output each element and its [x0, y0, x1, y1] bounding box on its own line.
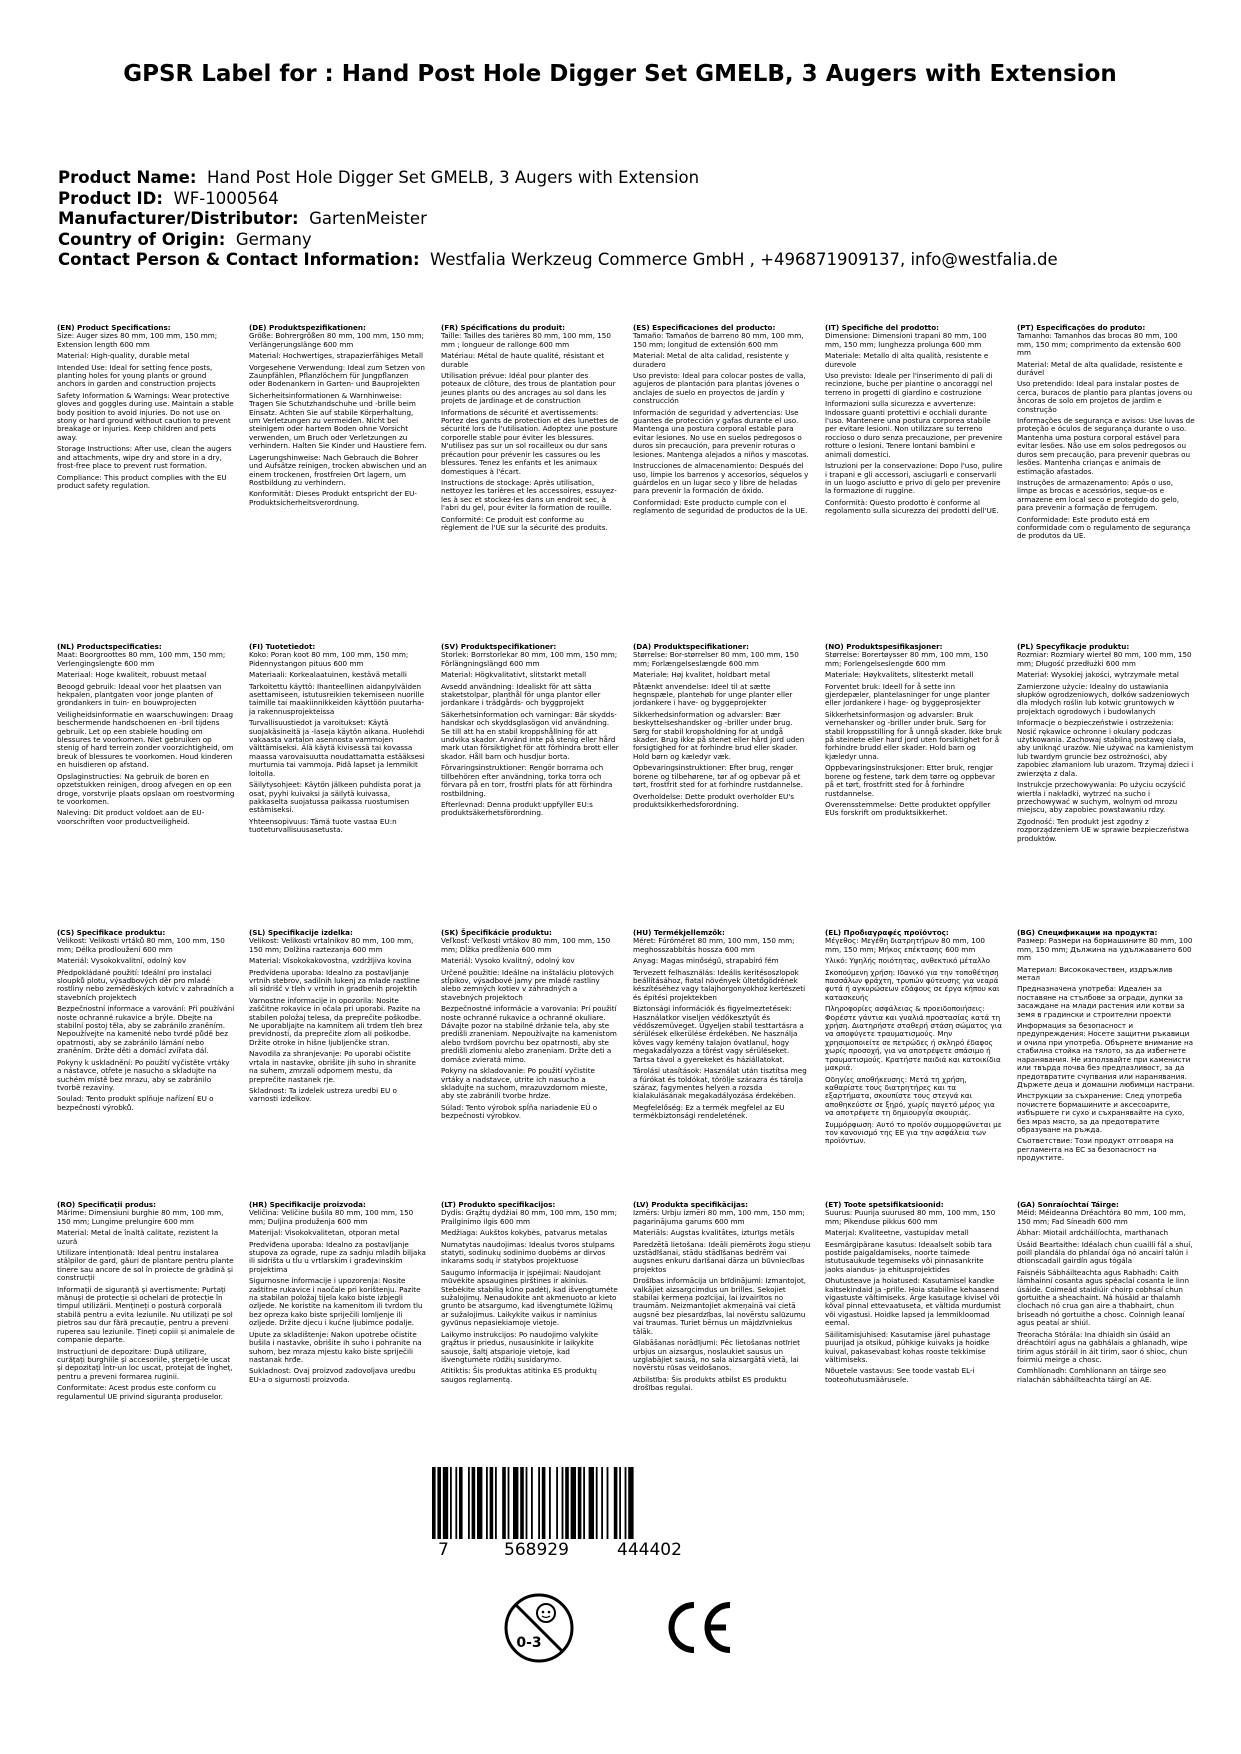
- spec-paragraph: Material: Hochwertiges, strapazierfähiges Metall: [249, 351, 423, 361]
- spec-block: [249, 324, 427, 510]
- spec-paragraph: Uso previsto: Ideal para colocar postes de valla, agujeros de plantación para plantas jóvenes o anclajes de suelo en proyectos de jardín y construcción: [633, 371, 806, 406]
- spec-block: [1017, 1201, 1195, 1387]
- spec-paragraph: Paredzētā lietošana: Ideāli piemērots žogu stieņu uzstādīšanai, stādu stādīšanas bedrēm vai augsnes enkuru darīšanai dārza un būvniecības projektos: [633, 1239, 811, 1274]
- spec-paragraph: Conformidade: Este produto está em conformidade com o regulamento de segurança de produtos da UE.: [1017, 514, 1191, 541]
- spec-paragraph: Beoogd gebruik: Ideaal voor het plaatsen van hekpalen, plantgaten voor jonge planten of grondankers in tuin- en bouwprojecten: [57, 681, 222, 708]
- spec-heading: (SL) Specifikacije izdelka:: [249, 928, 353, 937]
- spec-paragraph: Πληροφορίες ασφάλειας & προειδοποιήσεις: Φορέστε γάντια και γυαλιά προστασίας κατά τη χρήση. Διατηρήστε σταθερή στάση σώματος για να αποφύγετε τραυματισμούς. Μην χρησιμοποιείτε σε πετρώδες ή σκληρό έδαφος χωρίς προσοχή, για να αποτρέψετε σπάσιμο ή τραυματισμούς. Κρατήστε παιδιά και κατοικίδια μακριά.: [825, 1004, 1002, 1073]
- spec-paragraph: Förvaringsinstruktioner: Rengör borrarna och tillbehören efter användning, torka torra och förvara på en torr, frostfri plats för att förhindra rostbildning.: [441, 763, 613, 798]
- spec-paragraph: Opslaginstructies: Na gebruik de boren en opzetstukken reinigen, droog afvegen en op een droge, vorstvrije plaats opslaan om roestvorming te voorkomen.: [57, 771, 235, 806]
- spec-paragraph: Informații de siguranță și avertismente: Purtați mănuși de protecție și ochelari de protecție în timpul utilizării. Mențineți o postură corporală stabilă pentru a evita leziunile. Nu utilizați pe sol pietros sau dur fără precauție, pentru a preveni ruperea sau leziunile. Țineți copiii și animalele de companie departe.: [57, 1284, 235, 1345]
- spec-paragraph: Instrukcje przechowywania: Po użyciu oczyścić wiertła i nakładki, wytrzeć na sucho i przechowywać w suchym, wolnym od mrozu miejscu, aby zapobiec powstawaniu rdzy.: [1017, 780, 1186, 815]
- origin-row: [58, 230, 1198, 251]
- spec-paragraph: Ábhar: Miotail ardcháilíochta, marthanach: [1017, 1228, 1169, 1238]
- spec-paragraph: Veľkosť: Veľkosti vrtákov 80 mm, 100 mm, 150 mm; Dĺžka predĺženia 600 mm: [441, 936, 611, 954]
- spec-paragraph: Safety Information & Warnings: Wear protective gloves and goggles during use. Maintain a stable body position to avoid injuries. Do not use on stony or hard ground without caution to prevent breakage or injuries. Keep children and pets away.: [57, 390, 234, 442]
- spec-paragraph: Glabāšanas norādījumi: Pēc lietošanas notīriet urbjus un aizsargus, noslaukiet sausus un uzglabājiet sausā, no sala aizsargātā vietā, lai novērstu rūsas veidošanos.: [633, 1338, 800, 1373]
- product-id-value: WF-1000564: [173, 188, 279, 208]
- spec-paragraph: Instructions de stockage: Après utilisation, nettoyez les tarières et les accessoires, essuyez-les à sec et stockez-les dans un endroit sec, à l'abri du gel, pour éviter la formation de rouille.: [441, 477, 617, 513]
- spec-paragraph: Uso previsto: Ideale per l'inserimento di pali di recinzione, buche per piantine o ancoraggi nel terreno in progetti di giardino e costruzione: [825, 371, 993, 397]
- spec-block: [633, 929, 811, 1124]
- spec-paragraph: Maat: Boorgroottes 80 mm, 100 mm, 150 mm; Verlengingslengte 600 mm: [57, 650, 226, 668]
- product-id-label: Product ID:: [58, 188, 163, 208]
- spec-paragraph: Opbevaringsinstruktioner: Efter brug, rengør borene og tilbehørene, tør af og opbevar på et tørt, frostfrit sted for at forhindre rustdannelse.: [633, 763, 803, 790]
- spec-paragraph: Eesmärgipärane kasutus: Ideaalselt sobib tara postide paigaldamiseks, noorte taimede istutusaukude tegemiseks või pinnasankrite jaoks aiandus- ja ehitusprojektides: [825, 1239, 992, 1274]
- spec-paragraph: Pokyny k uskladnění: Po použití vyčistěte vrtáky a nástavce, otřete je nasucho a skladujte na suchém místě bez mrazu, aby se zabránilo tvorbě rezaviny.: [57, 1057, 230, 1092]
- spec-paragraph: Určené použitie: Ideálne na inštaláciu plotových stĺpikov, výsadbové jamy pre mladé rastliny alebo zemných kotiev v záhradných a stavebných projektoch: [441, 967, 614, 1002]
- spec-paragraph: Intended Use: Ideal for setting fence posts, planting holes for young plants or ground anchors in garden and construction projects: [57, 362, 216, 389]
- spec-paragraph: Nõuetele vastavus: See toode vastab EL-i tooteohutusmäärusele.: [825, 1366, 975, 1384]
- spec-paragraph: Utilisation prévue: Idéal pour planter des poteaux de clôture, des trous de plantation pour jeunes plants ou des ancrages au sol dans les projets de jardinage et de construction: [441, 371, 616, 406]
- spec-paragraph: Predviđena uporaba: Idealno za postavljanje stupova za ograde, rupe za sadnju mladih biljaka ili sidrišta u tlu u vrtlarskim i građevinskim projektima: [249, 1239, 426, 1274]
- spec-paragraph: Megfelelőség: Ez a termék megfelel az EU termékbiztonsági rendeletének.: [633, 1102, 785, 1121]
- spec-block: [1017, 324, 1195, 544]
- spec-paragraph: Materijal: Visokokvalitetan, otporan metal: [249, 1228, 400, 1238]
- barcode-bar: [490, 1467, 494, 1539]
- spec-paragraph: Conformitate: Acest produs este conform cu regulamentul UE privind siguranța produselor.: [57, 1383, 223, 1401]
- barcode-bar: [437, 1467, 441, 1539]
- spec-paragraph: Material: Metal de alta calidad, resistente y duradero: [633, 351, 789, 369]
- barcode-bar: [628, 1467, 633, 1539]
- spec-paragraph: Informações de segurança e avisos: Use luvas de proteção e óculos de segurança durante o uso. Mantenha uma postura corporal estável para evitar lesões. Não use em solos pedregosos ou duros sem precaução, para prevenir quebras ou lesões. Mantenha crianças e animais de estimação afastados.: [1017, 416, 1195, 476]
- barcode-bar: [459, 1467, 463, 1539]
- spec-paragraph: Материал: Висококачествен, издръжлив метал: [1017, 964, 1173, 983]
- spec-paragraph: Storlek: Borrstorlekar 80 mm, 100 mm, 150 mm; Förlängningslängd 600 mm: [441, 650, 618, 668]
- barcode-bar: [596, 1467, 598, 1539]
- spec-block: [57, 1201, 235, 1404]
- barcode-bar: [607, 1467, 609, 1539]
- barcode-digits-right: 444402: [617, 1540, 682, 1560]
- spec-paragraph: Drošības informācija un brīdinājumi: Izmantojot, valkājiet aizsargcimdus un brilles. Sekojiet stabilai ķermeņa pozīcijai, lai izvairītos no traumām. Neizmantojiet akmeņainā vai cietā augsnē bez piesardzības, lai novērstu salūzumu vai traumas. Turiet bērnus un mājdzīvniekus tālāk.: [633, 1276, 807, 1336]
- spec-paragraph: Treoracha Stórála: Ina dhiaidh sin úsáid an dréachtóirí agus na gabhálais a ghlanadh, wipe tirim agus stóráil in áit tirim, saor ó shioc, chun foirmiú meirge a chosc.: [1017, 1329, 1188, 1364]
- barcode-bar: [502, 1467, 506, 1539]
- spec-paragraph: Tamaño: Tamaños de barreno 80 mm, 100 mm, 150 mm; longitud de extensión 600 mm: [633, 331, 804, 349]
- barcode-bar: [531, 1467, 533, 1539]
- spec-paragraph: Materiale: Metallo di alta qualità, resistente e durevole: [825, 351, 989, 369]
- product-name-label: Product Name:: [58, 168, 197, 187]
- spec-paragraph: Oppbevaringsinstruksjoner: Etter bruk, rengjør borene og festene, tørk dem tørre og oppbevar på et tørt, frostfritt sted for å forhindre rustdannelse.: [825, 763, 995, 798]
- spec-paragraph: Material: Visokokakovostna, vzdržljiva kovina: [249, 956, 412, 966]
- spec-paragraph: Dimensione: Dimensioni trapani 80 mm, 100 mm, 150 mm; lunghezza prolunga 600 mm: [825, 331, 987, 349]
- spec-paragraph: Size: Auger sizes 80 mm, 100 mm, 150 mm; Extension length 600 mm: [57, 331, 218, 349]
- spec-paragraph: Skladnost: Ta izdelek ustreza uredbi EU o varnosti izdelkov.: [249, 1085, 397, 1104]
- product-id-row: [58, 189, 1198, 210]
- spec-paragraph: Předpokládané použití: Ideální pro instalaci sloupků plotu, výsadbových děr pro mladé rostliny nebo zeměděských kotvíc v zahradních a stavebních projektech: [57, 967, 234, 1002]
- spec-paragraph: Pokyny na skladovanie: Po použití vyčistite vrtáky a nadstavce, utrite ich nasucho a skladujte na suchom, mrazuvzdornom mieste, aby ste zabránili tvorbe hrdze.: [441, 1066, 608, 1101]
- spec-paragraph: Instrucțiuni de depozitare: După utilizare, curățați burghiile și accesoriile, ștergeți-le uscat și depozitați într-un loc uscat, protejat de îngheț, pentru a preveni formarea ruginii.: [57, 1346, 233, 1381]
- barcode-bar: [538, 1467, 540, 1539]
- spec-block: [441, 1201, 619, 1387]
- spec-paragraph: Materiaali: Korkealaatuinen, kestävä metalli: [249, 670, 407, 680]
- spec-paragraph: Súlad: Tento výrobok spĺňa nariadenie EÚ o bezpečnosti výrobkov.: [441, 1102, 598, 1121]
- manufacturer-value: GartenMeister: [309, 209, 427, 228]
- spec-heading: (GA) Sonraíochtaí Táirge:: [1017, 1200, 1119, 1209]
- barcode-bar: [562, 1467, 564, 1539]
- spec-paragraph: Säilytysohjeet: Käytön jälkeen puhdista porat ja osat, pyyhi kuivaksi ja säilytä kuivassa, pakkaselta suojatussa paikassa ruostumisen estämiseksi.: [249, 780, 421, 815]
- spec-heading: (HU) Termékjellemzők:: [633, 928, 725, 937]
- spec-heading: (PT) Especificações do produto:: [1017, 323, 1146, 332]
- spec-block: [633, 1201, 811, 1396]
- spec-block: [633, 324, 811, 519]
- spec-paragraph: Faisnéis Sábháilteachta agus Rabhadh: Caith lámhainní cosanta agus spéaclaí cosanta le linn úsáide. Coimeád staidiúir choirp cobhsaí chun gortuithe a sheachaint. Ná húsáid ar thalamh clochach nó crua gan aire a thabhairt, chun briseadh nó gortuithe a chosc. Coinnigh leanaí agus peataí ar shiúl.: [1017, 1267, 1190, 1328]
- barcode-bar: [513, 1467, 518, 1539]
- spec-paragraph: Numatytas naudojimas: Idealus tvoros stulpams statyti, sodinukų sodinimo duobėms ar dirvos inkarams sodų ir statybos projektuose: [441, 1239, 615, 1266]
- spec-paragraph: Tarkoitettu käyttö: Ihanteellinen aidanpylväiden asettamiseen, istutusreikien tekemiseen nuorille taimille tai maakiinnikkeiden käyttöön puutarha- ja rakennusprojekteissa: [249, 681, 425, 716]
- spec-heading: (CS) Specifikace produktu:: [57, 928, 166, 937]
- spec-paragraph: Sikkerhedsinformation og advarsler: Bær beskyttelseshandsker og -briller under brug. Sørg for stabil kropsholdning for at undgå skader. Brug ikke på stenet eller hård jord uden forsigtighed for at forhindre brud eller skader. Hold børn og kæledyr væk.: [633, 709, 805, 761]
- spec-block: [249, 643, 427, 838]
- spec-paragraph: Yhteensopivuus: Tämä tuote vastaa EU:n tuoteturvallisuusasetusta.: [249, 816, 397, 835]
- barcode-bar: [578, 1467, 582, 1539]
- spec-paragraph: Velikost: Velikosti vrtalnikov 80 mm, 100 mm, 150 mm; Dolžina raztezanja 600 mm: [249, 936, 414, 954]
- spec-paragraph: Materiał: Wysokiej jakości, wytrzymałe metal: [1017, 670, 1179, 680]
- spec-heading: (NL) Productspecificaties:: [57, 642, 162, 651]
- spec-heading: (DE) Produktspezifikationen:: [249, 323, 366, 332]
- spec-block: [825, 324, 1003, 519]
- page-title: GPSR Label for : Hand Post Hole Digger Set GMELB, 3 Augers with Extension: [123, 61, 1117, 87]
- spec-paragraph: Istruzioni per la conservazione: Dopo l'uso, pulire i trapani e gli accessori, asciugarli e conservarli in un luogo asciutto e privo di gelo per prevenire la formazione di ruggine.: [825, 461, 1003, 496]
- spec-paragraph: Информация за безопасност и предупреждения: Носете защитни ръкавици и очила при употреба. Обърнете внимание на стабилна стойка на тялото, за да избегнете наранявания. Не използвайте при каменисти или твърда почва без предпазливост, за да предотвратите счупвания или наранявания. Държете деца и домашни любимци настрани.: [1017, 1021, 1195, 1089]
- spec-heading: (LT) Produkto specifikacijos:: [441, 1200, 556, 1209]
- spec-block: [1017, 643, 1195, 846]
- spec-paragraph: Úsáid Beartaithe: Idéalach chun cuaillí fál a shuí, poill plandála do phlandaí óga nó ancairí talún i dtionscadail gairdín agus tógála: [1017, 1239, 1193, 1266]
- spec-paragraph: Υλικό: Υψηλής ποιότητας, ανθεκτικό μέταλλο: [825, 956, 991, 966]
- spec-paragraph: Naleving: Dit product voldoet aan de EU-voorschriften voor productveiligheid.: [57, 808, 205, 826]
- spec-block: [633, 643, 811, 812]
- spec-paragraph: Informacje o bezpieczeństwie i ostrzeżenia: Nosić rękawice ochronne i okulary podczas użytkowania. Zachowaj stabilną postawę ciała, aby uniknąć urazów. Nie używać na kamienistym lub twardym gruncie bez ostrożności, aby zapobiec złamaniom lub urazom. Trzymaj dzieci i zwierzęta z dala.: [1017, 718, 1194, 778]
- spec-heading: (ET) Toote spetsifikatsioonid:: [825, 1200, 944, 1209]
- spec-paragraph: Lagerungshinweise: Nach Gebrauch die Bohrer und Aufsätze reinigen, trocken abwischen und an einem trockenen, frostfreien Ort lagern, um Rostbildung zu verhindern.: [249, 452, 427, 487]
- barcode-bar: [589, 1467, 594, 1539]
- spec-paragraph: Größe: Bohrergrößen 80 mm, 100 mm, 150 mm; Verlängerungslänge 600 mm: [249, 331, 424, 349]
- spec-block: [825, 929, 1003, 1149]
- spec-paragraph: Veličina: Veličine bušila 80 mm, 100 mm, 150 mm; Duljina produženja 600 mm: [249, 1208, 414, 1226]
- spec-paragraph: Mărime: Dimensiuni burghie 80 mm, 100 mm, 150 mm; Lungime prelungire 600 mm: [57, 1208, 224, 1226]
- spec-paragraph: Sicherheitsinformationen & Warnhinweise: Tragen Sie Schutzhandschuhe und -brille beim Einsatz. Achten Sie auf stabile Körperhaltung, um Verletzungen zu vermeiden. Nicht bei steinigem oder hartem Boden ohne Vorsicht verwenden, um Bruch oder Verletzungen zu verhindern. Halten Sie Kinder und Haustiere fern.: [249, 390, 427, 451]
- spec-heading: (FR) Spécifications du produit:: [441, 323, 566, 332]
- age-warning-icon: [502, 1591, 576, 1665]
- spec-paragraph: Zgodność: Ten produkt jest zgodny z rozporządzeniem UE w sprawie bezpieczeństwa produktów.: [1017, 816, 1189, 843]
- product-name-value: Hand Post Hole Digger Set GMELB, 3 Augers with Extension: [206, 168, 700, 187]
- spec-paragraph: Material: Metal de alta qualidade, resistente e durável: [1017, 359, 1183, 378]
- spec-heading: (NO) Produktspesifikasjoner:: [825, 642, 943, 651]
- spec-paragraph: Comhlíonadh: Comhlíonann an táirge seo rialachán sábháilteachta táirgí an AE.: [1017, 1366, 1166, 1384]
- spec-heading: (FI) Tuotetiedot:: [249, 642, 316, 651]
- spec-paragraph: Forventet bruk: Ideell for å sette inn gjerdepæler, plantelasninger for unge planter eller jordankere i hage- og byggeprosjekter: [825, 681, 990, 708]
- spec-paragraph: Materiāls: Augstas kvalitātes, izturīgs metāls: [633, 1228, 795, 1238]
- barcode-bar: [432, 1467, 436, 1539]
- spec-paragraph: Materjal: Kvaliteetne, vastupidav metall: [825, 1228, 969, 1238]
- spec-heading: (IT) Specifiche del prodotto:: [825, 323, 940, 332]
- spec-block: [249, 1201, 427, 1387]
- spec-paragraph: Konformität: Dieses Produkt entspricht der EU-Produktsicherheitsverordnung.: [249, 489, 418, 507]
- origin-value: Germany: [235, 229, 312, 249]
- spec-paragraph: Bezpečnostné informácie a varovania: Pri použití noste ochranné rukavice a ochranné okuliare. Dávajte pozor na stabilné držanie tela, aby ste predišli zraneniam. Nepoužívajte na kamenistom alebo tvrdšom povrchu bez opatrnosti, aby ste predišli zlomeniu alebo zraneniam. Držte deti a domáce zvieratá mimo.: [441, 1004, 617, 1064]
- barcode-bar: [477, 1467, 482, 1539]
- spec-paragraph: Informations de sécurité et avertissements: Portez des gants de protection et des lunettes de sécurité lors de l'utilisation. Adoptez une posture corporelle stable pour éviter les blessures. N'utilisez pas sur un sol rocailleux ou dur sans précaution pour prévenir les cassures ou les blessures. Tenez les enfants et les animaux domestiques à l'écart.: [441, 407, 619, 476]
- spec-paragraph: Uso pretendido: Ideal para instalar postes de cerca, buracos de plantio para plantas jovens ou âncoras de solo em projetos de jardim e construção: [1017, 379, 1193, 414]
- spec-paragraph: Material: Metal de înaltă calitate, rezistent la uzură: [57, 1228, 219, 1246]
- barcode-bar: [583, 1467, 585, 1539]
- spec-paragraph: Suurus: Puurija suurused 80 mm, 100 mm, 150 mm; Pikenduse pikkus 600 mm: [825, 1208, 996, 1226]
- spec-paragraph: Koko: Poran koot 80 mm, 100 mm, 150 mm; Pidennystangon pituus 600 mm: [249, 650, 409, 668]
- spec-paragraph: Инструкции за съхранение: След употреба почистете бормашините и аксесоарите, избършете ги сухо и съхранявайте на сухо, без мраз място, за да предотвратите образуване на ръжда.: [1017, 1091, 1185, 1134]
- barcode-digits-mid: 568929: [504, 1540, 569, 1560]
- spec-paragraph: Materiál: Vysoko kvalitný, odolný kov: [441, 956, 575, 966]
- barcode-bar: [571, 1467, 576, 1539]
- spec-paragraph: Rozmiar: Rozmiary wierteł 80 mm, 100 mm, 150 mm; Długość przedłużki 600 mm: [1017, 650, 1192, 668]
- spec-paragraph: Instruções de armazenamento: Após o uso, limpe as brocas e acessórios, seque-os e armazene em local seco e protegido do gelo, para prevenir a formação de ferrugem.: [1017, 477, 1180, 513]
- spec-paragraph: Laikymo instrukcijos: Po naudojimo valykite grąžtus ir priedus, nusausinkite ir laikykite sausoje, šaltį atsparioje vietoje, kad išvengtumėte rūdžių susidarymo.: [441, 1329, 599, 1364]
- barcode-bar: [520, 1467, 524, 1539]
- spec-paragraph: Saugumo informacija ir įspėjimai: Naudojant mūvėkite apsaugines pirštines ir akinius. Stebėkite stabilią kūno padėtį, kad išvengtumėte sužalojimų. Nenaudokite ant akmenuoto ar kieto grunto be atsargumo, kad išvengtumėte lūžimų ar sužalojimus. Laikykite vaikus ir naminius gyvūnus nepasiekiamoje vietoje.: [441, 1267, 618, 1328]
- spec-paragraph: Materiál: Vysokokvalitní, odolný kov: [57, 956, 187, 966]
- spec-heading: (EN) Product Specifications:: [57, 323, 171, 332]
- barcode-bar: [614, 1467, 618, 1539]
- spec-paragraph: Material: Högkvalitativt, slitstarkt metall: [441, 670, 587, 680]
- spec-paragraph: Storage Instructions: After use, clean the augers and attachments, wipe dry and store in a dry, frost-free place to prevent rust formation.: [57, 444, 232, 471]
- age-text: 0-3: [516, 1635, 542, 1651]
- spec-paragraph: Påtænkt anvendelse: Ideel til at sætte hegnspæle, plantehøb for unge planter eller jordankere i have- og byggeprojekter: [633, 681, 793, 708]
- spec-paragraph: Størrelse: Bor-størrelser 80 mm, 100 mm, 150 mm; Forlængelseslængde 600 mm: [633, 650, 799, 668]
- barcode-bar: [450, 1467, 452, 1539]
- barcode-bar: [508, 1467, 510, 1539]
- spec-paragraph: Размер: Размери на бормашините 80 mm, 100 mm, 150 mm; Дължина на удължаването 600 mm: [1017, 936, 1193, 963]
- spec-paragraph: Størrelse: Borertøysser 80 mm, 100 mm, 150 mm; Forlengelseslengde 600 mm: [825, 650, 989, 668]
- barcode-bar: [542, 1467, 546, 1539]
- spec-paragraph: Izmērs: Urbju izmēri 80 mm, 100 mm, 150 mm; pagarinājuma garums 600 mm: [633, 1208, 805, 1226]
- spec-paragraph: Méret: Fúróméret 80 mm, 100 mm, 150 mm; meghosszabbítás hossza 600 mm: [633, 936, 795, 954]
- barcode-bar: [625, 1467, 627, 1539]
- manufacturer-label: Manufacturer/Distributor:: [58, 209, 299, 228]
- spec-paragraph: Säilitamisjuhised: Kasutamise järel puhastage puurijad ja otsikud, pühkige kuivaks ja hoidke kuival, pakasevabast kohas rooste tekkimise vältimiseks.: [825, 1329, 991, 1364]
- spec-paragraph: Navodila za shranjevanje: Po uporabi očistite vrtala in nastavke, obrišite jih suho in shranite na suhem, zmrzali odpornem mestu, da preprečite nastanek rje.: [249, 1049, 416, 1084]
- spec-paragraph: Materiaal: Hoge kwaliteit, robuust metaal: [57, 670, 207, 680]
- spec-paragraph: Säkerhetsinformation och varningar: Bär skydds-handskar och skyddsglasögon vid användning. Se till att ha en stabil kroppshållning för att undvika skador. Använd inte på stenig eller hård mark utan försiktighet för att förhindra brott eller skador. Håll barn och husdjur borta.: [441, 709, 619, 761]
- spec-paragraph: Σκοπούμενη χρήση: Ιδανικό για την τοποθέτηση πασσάλων φράχτη, τρυπών φύτευσης για νεαρά φυτά ή αγκυρώσεων εδάφους σε έργα κήπου και κατασκευής: [825, 967, 1000, 1002]
- spec-paragraph: Soulad: Tento produkt splňuje nařízení EU o bezpečnosti výrobků.: [57, 1094, 214, 1112]
- spec-paragraph: Overholdelse: Dette produkt overholder EU's produktsikkerhedsforordning.: [633, 791, 795, 809]
- spec-paragraph: Tamanho: Tamanhos das brocas 80 mm, 100 mm, 150 mm; comprimento da extensão 600 mm: [1017, 331, 1181, 358]
- spec-paragraph: Veiligheidsinformatie en waarschuwingen: Draag beschermende handschoenen en -bril tijdens gebruik. Let op een stabiele houding om blessures te voorkomen. Niet gebruiken op stenig of hard terrein zonder voorzichtigheid, om breuk of blessures te voorkomen. Houd kinderen en huisdieren op afstand.: [57, 709, 234, 770]
- ce-mark-icon: [664, 1600, 734, 1655]
- spec-paragraph: Medžiaga: Aukštos kokybės, patvarus metalas: [441, 1228, 608, 1238]
- spec-paragraph: Tervezett felhasználás: Ideális kerítésoszlopok beállításához, fiatal növények ültetőgödrének készítéséhez vagy talajhorgonyokhoz kertészeti és építési projektekben: [633, 967, 806, 1002]
- spec-paragraph: Conformidad: Este producto cumple con el reglamento de seguridad de productos de la UE.: [633, 497, 808, 516]
- spec-block: [825, 643, 1003, 821]
- barcode-bar: [472, 1467, 476, 1539]
- spec-paragraph: Vorgesehene Verwendung: Ideal zum Setzen von Zaunpfählen, Pflanzlöchern für Jungpflanzen oder Bodenankern in Garten- und Bauprojekten: [249, 362, 425, 389]
- spec-paragraph: Informazioni sulla sicurezza e avvertenze: Indossare guanti protettivi e occhiali durante l'uso. Mantenere una postura corporea stabile per evitare lesioni. Non utilizzare su terreno roccioso o duro senza precauzione, per prevenire rotture o lesioni. Tenere lontani bambini e animali domestici.: [825, 399, 1003, 459]
- spec-paragraph: Sukladnost: Ovaj proizvod zadovoljava uredbu EU-a o sigurnosti proizvoda.: [249, 1366, 416, 1384]
- spec-paragraph: Conformité: Ce produit est conforme au règlement de l'UE sur la sécurité des produits.: [441, 514, 608, 532]
- contact-label: Contact Person & Contact Information:: [58, 250, 420, 269]
- spec-paragraph: Dydis: Grąžtų dydžiai 80 mm, 100 mm, 150 mm; Prailginimo ilgis 600 mm: [441, 1208, 617, 1226]
- spec-paragraph: Efterlevnad: Denna produkt uppfyller EU:s produktsäkerhetsförordning.: [441, 799, 593, 818]
- barcode-bar: [486, 1467, 488, 1539]
- spec-paragraph: Materiale: Høykvalitets, slitesterkt metall: [825, 670, 974, 680]
- spec-paragraph: Material: High-quality, durable metal: [57, 351, 190, 361]
- barcode-bar: [455, 1467, 457, 1539]
- spec-paragraph: Materiale: Høj kvalitet, holdbart metal: [633, 670, 771, 680]
- spec-heading: (HR) Specifikacije proizvoda:: [249, 1200, 366, 1209]
- spec-paragraph: Velikost: Velikosti vrtáků 80 mm, 100 mm, 150 mm; Délka prodloužení 600 mm: [57, 936, 225, 954]
- spec-paragraph: Atitiktis: Šis produktas atitinka ES produktų saugos reglamentą.: [441, 1366, 597, 1384]
- spec-heading: (EL) Προδιαγραφές προϊόντος:: [825, 928, 949, 937]
- spec-paragraph: Varnostne informacije in opozorila: Nosite zaščitne rokavice in očala pri uporabi. Pazite na stabilen položaj telesa, da preprečite poškodbe. Ne uporabljajte na kamnitem ali trdem tleh brez previdnosti, da preprečite zlom ali poškodbe. Držite otroke in hišne ljubljenčke stran.: [249, 995, 423, 1047]
- barcode-bar: [495, 1467, 497, 1539]
- spec-paragraph: Avsedd användning: Idealiskt för att sätta staketstolpar, planthål för unga plantor eller jordankare i trädgårds- och byggprojekt: [441, 681, 601, 708]
- spec-paragraph: Bezpečnostní informace a varování: Při používání noste ochranné rukavice a brýle. Dbejte na stabilní postoj těla, aby se zabránilo zraněním. Nepoužívejte na kamenité nebo tvrdé půdě bez opatrnosti, aby se zabránilo lámání nebo zraněním. Držte děti a domácí zvířata dál.: [57, 1004, 235, 1056]
- spec-paragraph: Ohutusteave ja hoiatused: Kasutamisel kandke kaitsekindaid ja -prille. Hoia stabiilne kehaasend vigastuste vältimiseks. Ärge kasutage kivisel või kõval pinnal ettevaatuseta, et vältida murdumist või vigastusi. Hoidke lapsed ja lemmikloomad eemal.: [825, 1276, 1001, 1328]
- spec-heading: (PL) Specyfikacje produktu:: [1017, 642, 1130, 651]
- barcode-bar: [619, 1467, 621, 1539]
- spec-paragraph: Matériau: Métal de haute qualité, résistant et durable: [441, 351, 605, 369]
- spec-paragraph: Turvallisuustiedot ja varoitukset: Käytä suojakäsineitä ja -laseja käytön aikana. Huolehdi vakaasta vartalon asennosta vammojen välttämiseksi. Älä käytä kivisessä tai kovassa maassa varovaisuutta noudattamatta estääksesi murtumia tai vammoja. Pidä lapset ja lemmikit loitolla.: [249, 718, 425, 778]
- spec-paragraph: Méid: Méideanna Dréachtóra 80 mm, 100 mm, 150 mm; Fad Síneadh 600 mm: [1017, 1208, 1186, 1226]
- spec-block: [57, 324, 235, 493]
- spec-paragraph: Predvidena uporaba: Idealno za postavljanje vrtnih stebrov, sadilnih lukenj za mlade rastline ali sidrišč v tleh v vrtnih in gradbenih projektih: [249, 967, 420, 994]
- spec-block: [57, 643, 235, 829]
- barcode-bar: [565, 1467, 569, 1539]
- product-name-row: [58, 168, 1198, 189]
- spec-paragraph: Información de seguridad y advertencias: Use guantes de protección y gafas durante el uso. Mantenga una postura corporal estable para evitar lesiones. No use en suelos pedregosos o duros sin precaución, para prevenir roturas o lesiones. Mantenga alejados a niños y mascotas.: [633, 407, 809, 459]
- spec-paragraph: Instrucciones de almacenamiento: Después del uso, limpie los barrenos y accesorios, séquelos y guárdelos en un lugar seco y libre de heladas para prevenir la formación de óxido.: [633, 461, 809, 496]
- spec-paragraph: Anyag: Magas minőségű, strapabíró fém: [633, 956, 779, 966]
- spec-paragraph: Utilizare intenționată: Ideal pentru instalarea stâlpilor de gard, găuri de plantare pentru plante tinere sau ancore de sol în proiecte de grădină și construcții: [57, 1248, 234, 1283]
- spec-heading: (SK) Špecifikácie produktu:: [441, 928, 552, 937]
- spec-heading: (LV) Produkta specifikācijas:: [633, 1200, 748, 1209]
- spec-paragraph: Sikkerhetsinformasjon og advarsler: Bruk vernehansker og -briller under bruk. Sørg for stabil kroppsstilling for å unngå skader. Ikke bruk på steinete eller hard jord uten forsiktighet for å forhindre brudd eller skader. Hold barn og kjæledyr unna.: [825, 709, 1002, 761]
- barcode: [430, 1467, 730, 1539]
- spec-paragraph: Tárolási utasítások: Használat után tisztítsa meg a fúrókat és toldókat, törölje szárazra és tárolja száraz, fagymentes helyen a rozsda kialakulásának megakadályozása érdekében.: [633, 1066, 807, 1101]
- manufacturer-row: [58, 209, 1198, 230]
- spec-block: [825, 1201, 1003, 1387]
- contact-value: Westfalia Werkzeug Commerce GmbH , +496871909137, info@westfalia.de: [430, 250, 1058, 269]
- spec-paragraph: Taille: Tailles des tarières 80 mm, 100 mm, 150 mm ; longueur de rallonge 600 mm: [441, 331, 611, 349]
- origin-label: Country of Origin:: [58, 229, 226, 249]
- spec-paragraph: Atbilstība: Šis produkts atbilst ES produktu drošības regulai.: [633, 1374, 787, 1393]
- barcode-bar: [556, 1467, 558, 1539]
- spec-block: [441, 929, 619, 1124]
- spec-heading: (BG) Спецификации на продукта:: [1017, 928, 1158, 937]
- barcode-bar: [468, 1467, 470, 1539]
- spec-heading: (RO) Specificații produs:: [57, 1200, 156, 1209]
- spec-paragraph: Biztonsági információk és figyelmeztetések: Használatkor viseljen védőkesztyűt és védőszemüveget. Ügyeljen stabil testtartásra a sérülések elkerülése érdekében. Ne használja köves vagy kemény talajon óvatlanul, hogy megakadályozza a törést vagy sérüléseket. Tartsa távol a gyerekeket és háziállatokat.: [633, 1004, 804, 1064]
- product-info: [58, 168, 1198, 271]
- barcode-digits-left: 7: [438, 1540, 449, 1560]
- spec-paragraph: Συμμόρφωση: Αυτό το προϊόν συμμορφώνεται με τον κανονισμό της ΕΕ για την ασφάλεια των προϊόντων.: [825, 1119, 1002, 1146]
- spec-paragraph: Zamierzone użycie: Idealny do ustawiania słupków ogrodzeniowych, dołków sadzeniowych dla młodych roślin lub kotwic gruntowych w projektach ogrodowych i budowlanych: [1017, 681, 1190, 716]
- spec-block: [441, 324, 619, 535]
- spec-block: [249, 929, 427, 1107]
- barcode-bar: [443, 1467, 448, 1539]
- spec-paragraph: Μέγεθος: Μεγέθη διατρητήρων 80 mm, 100 mm, 150 mm; Μήκος επέκτασης 600 mm: [825, 936, 985, 954]
- spec-paragraph: Upute za skladištenje: Nakon upotrebe očistite bušila i nastavke, obrišite ih suho i pohranite na suhom, bez mraza mjestu kako biste spriječili nastanak hrđe.: [249, 1329, 422, 1364]
- spec-block: [441, 643, 619, 821]
- barcode-bar: [601, 1467, 603, 1539]
- barcode-bar: [526, 1467, 528, 1539]
- spec-heading: (SV) Produktspecifikationer:: [441, 642, 557, 651]
- spec-paragraph: Compliance: This product complies with the EU product safety regulation.: [57, 472, 227, 490]
- spec-heading: (DA) Produktspecifikationer:: [633, 642, 750, 651]
- spec-heading: (ES) Especificaciones del producto:: [633, 323, 776, 332]
- spec-paragraph: Съответствие: Този продукт отговаря на регламента на ЕС за безопасност на продуктите.: [1017, 1136, 1174, 1163]
- spec-paragraph: Οδηγίες αποθήκευσης: Μετά τη χρήση, καθαρίστε τους διατρητήρες και τα εξαρτήματα, σκουπίστε τους στεγνά και αποθηκεύστε σε ξηρό, χωρίς παγετό μέρος για να αποτρέψετε τη δημιουργία σκουριάς.: [825, 1074, 995, 1118]
- spec-block: [1017, 929, 1195, 1166]
- spec-paragraph: Sigurnosne informacije i upozorenja: Nosite zaštitne rukavice i naočale pri korištenju. Pazite na stabilan položaj tijela kako biste izbjegli ozljede. Ne koristite na kamenitom ili tvrdom tlu bez opreza kako biste spriječili lomljenje ili ozljede. Držite djecu i kućne ljubimce podalje.: [249, 1276, 423, 1328]
- barcode-bar: [549, 1467, 551, 1539]
- contact-row: [58, 250, 1198, 271]
- spec-block: [57, 929, 235, 1115]
- spec-paragraph: Conformità: Questo prodotto è conforme al regolamento sulla sicurezza dei prodotti dell'UE.: [825, 497, 999, 516]
- spec-paragraph: Предназначена употреба: Идеален за поставяне на стълбове за огради, дупки за засаждане на млади растения или котви за земя в градински и строителни проекти: [1017, 984, 1185, 1019]
- spec-paragraph: Overensstemmelse: Dette produktet oppfyller EUs forskrift om produktsikkerhet.: [825, 799, 991, 818]
